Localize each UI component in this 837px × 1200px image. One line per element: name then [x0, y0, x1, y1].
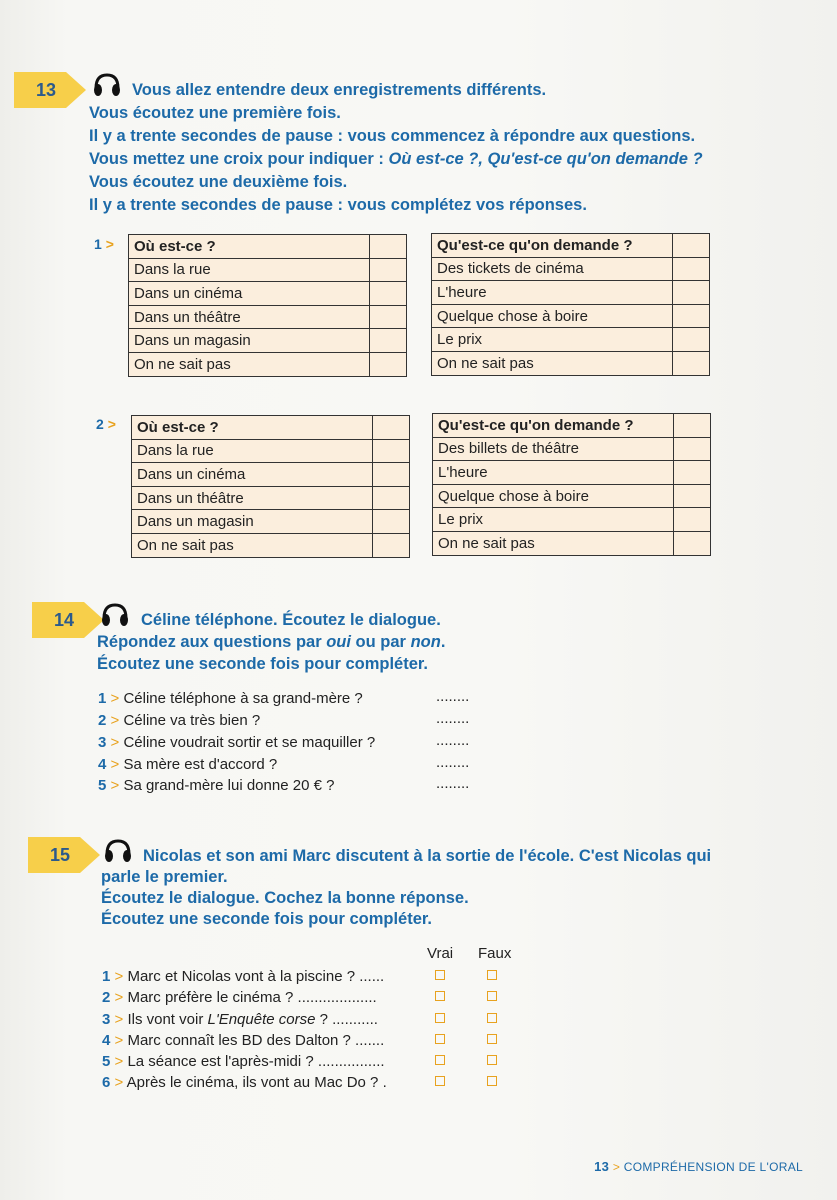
checkbox-vrai[interactable]: [435, 1055, 445, 1065]
answer-blank[interactable]: ........: [436, 688, 470, 705]
question-item: 3 > Ils vont voir L'Enquête corse ? ...........: [102, 1011, 378, 1028]
answer-blank[interactable]: ........: [436, 732, 470, 749]
option-label: Où est-ce ?: [129, 235, 370, 259]
question-item: 1 > Céline téléphone à sa grand-mère ?: [98, 690, 363, 707]
option-label: Qu'est-ce qu'on demande ?: [432, 234, 673, 258]
table-row: [132, 510, 410, 534]
answer-cell[interactable]: [673, 328, 710, 352]
question-item: 4 > Marc connaît les BD des Dalton ? .......: [102, 1032, 385, 1049]
answer-cell[interactable]: [370, 305, 407, 329]
option-label: L'heure: [433, 461, 674, 485]
table-row: [432, 257, 710, 281]
option-label: Dans la rue: [132, 439, 373, 463]
table-row: [433, 531, 711, 555]
question-item: 4 > Sa mère est d'accord ?: [98, 756, 278, 773]
option-label: Dans la rue: [129, 258, 370, 282]
block-label: 2 >: [96, 416, 116, 432]
option-label: On ne sait pas: [129, 352, 370, 376]
table-header-row: [432, 234, 710, 258]
option-label: Quelque chose à boire: [432, 304, 673, 328]
instruction-line: Répondez aux questions par oui ou par non.: [97, 633, 446, 651]
instruction-line: Vous mettez une croix pour indiquer : Où est-ce ?, Qu'est-ce qu'on demande ?: [89, 150, 703, 168]
answer-cell[interactable]: [370, 352, 407, 376]
exercise-number: 14: [53, 610, 75, 630]
checkbox-vrai[interactable]: [435, 1076, 445, 1086]
checkbox-faux[interactable]: [487, 1013, 497, 1023]
exercise-number-badge: [28, 837, 100, 873]
checkbox-vrai[interactable]: [435, 970, 445, 980]
exercise-number-badge: [14, 72, 86, 108]
block-label: 1 >: [94, 236, 114, 252]
question-item: 5 > Sa grand-mère lui donne 20 € ?: [98, 777, 335, 794]
where-table-1: [128, 234, 407, 377]
table-header-row: [433, 414, 711, 438]
table-row: [129, 258, 407, 282]
checkbox-vrai[interactable]: [435, 1013, 445, 1023]
option-label: Dans un magasin: [132, 510, 373, 534]
answer-cell[interactable]: [370, 329, 407, 353]
table-row: [433, 508, 711, 532]
answer-cell[interactable]: [373, 486, 410, 510]
answer-cell[interactable]: [373, 533, 410, 557]
checkbox-faux[interactable]: [487, 1034, 497, 1044]
question-item: 2 > Marc préfère le cinéma ? ...................: [102, 989, 377, 1006]
table-row: [432, 351, 710, 375]
page-footer: 13 > COMPRÉHENSION DE L'ORAL: [594, 1159, 803, 1174]
answer-cell[interactable]: [674, 461, 711, 485]
instruction-line: Nicolas et son ami Marc discutent à la sortie de l'école. C'est Nicolas qui: [143, 847, 712, 865]
option-label: On ne sait pas: [132, 533, 373, 557]
column-header-vrai: Vrai: [427, 945, 454, 962]
checkbox-faux[interactable]: [487, 970, 497, 980]
table-row: [432, 304, 710, 328]
option-label: Dans un cinéma: [132, 463, 373, 487]
request-table-2: [432, 413, 711, 556]
question-item: 3 > Céline voudrait sortir et se maquiller ?: [98, 734, 376, 751]
option-label: Dans un cinéma: [129, 282, 370, 306]
question-item: 6 > Après le cinéma, ils vont au Mac Do ? .: [102, 1074, 387, 1091]
answer-cell[interactable]: [674, 414, 711, 438]
answer-blank[interactable]: ........: [436, 710, 470, 727]
answer-cell[interactable]: [674, 437, 711, 461]
answer-blank[interactable]: ........: [436, 775, 470, 792]
table-row: [432, 328, 710, 352]
table-row: [432, 281, 710, 305]
headphones-icon: [100, 602, 130, 628]
answer-cell[interactable]: [373, 416, 410, 440]
instruction-line: Vous allez entendre deux enregistrements différents.: [132, 81, 547, 99]
checkbox-faux[interactable]: [487, 991, 497, 1001]
answer-blank[interactable]: ........: [436, 754, 470, 771]
answer-cell[interactable]: [673, 281, 710, 305]
table-row: [129, 352, 407, 376]
table-row: [132, 463, 410, 487]
answer-cell[interactable]: [373, 439, 410, 463]
answer-cell[interactable]: [673, 257, 710, 281]
table-row: [433, 484, 711, 508]
question-item: 2 > Céline va très bien ?: [98, 712, 261, 729]
option-label: Des billets de théâtre: [433, 437, 674, 461]
answer-cell[interactable]: [673, 304, 710, 328]
checkbox-faux[interactable]: [487, 1076, 497, 1086]
exercise-number-badge: [32, 602, 104, 638]
option-label: On ne sait pas: [433, 531, 674, 555]
option-label: L'heure: [432, 281, 673, 305]
table-row: [132, 439, 410, 463]
checkbox-faux[interactable]: [487, 1055, 497, 1065]
answer-cell[interactable]: [370, 258, 407, 282]
answer-cell[interactable]: [370, 235, 407, 259]
table-header-row: [132, 416, 410, 440]
instruction-line: Il y a trente secondes de pause : vous complétez vos réponses.: [89, 196, 587, 214]
table-row: [433, 437, 711, 461]
table-row: [433, 461, 711, 485]
answer-cell[interactable]: [673, 351, 710, 375]
table-row: [129, 305, 407, 329]
instruction-line: parle le premier.: [101, 868, 228, 886]
answer-cell[interactable]: [674, 484, 711, 508]
instruction-line: Il y a trente secondes de pause : vous commencez à répondre aux questions.: [89, 127, 696, 145]
answer-cell[interactable]: [674, 531, 711, 555]
where-table-2: [131, 415, 410, 558]
exercise-number: 15: [49, 845, 71, 865]
table-header-row: [129, 235, 407, 259]
option-label: Quelque chose à boire: [433, 484, 674, 508]
checkbox-vrai[interactable]: [435, 1034, 445, 1044]
instruction-line: Vous écoutez une deuxième fois.: [89, 173, 348, 191]
question-item: 5 > La séance est l'après-midi ? ................: [102, 1053, 385, 1070]
table-row: [129, 282, 407, 306]
headphones-icon: [92, 72, 122, 98]
answer-cell[interactable]: [373, 510, 410, 534]
table-row: [132, 533, 410, 557]
answer-cell[interactable]: [373, 463, 410, 487]
exercise-number: 13: [35, 80, 57, 100]
instruction-line: Écoutez une seconde fois pour compléter.: [97, 655, 428, 673]
question-item: 1 > Marc et Nicolas vont à la piscine ? ......: [102, 968, 385, 985]
option-label: Dans un théâtre: [129, 305, 370, 329]
option-label: Dans un magasin: [129, 329, 370, 353]
table-row: [129, 329, 407, 353]
option-label: Le prix: [433, 508, 674, 532]
table-row: [132, 486, 410, 510]
column-header-faux: Faux: [478, 945, 512, 962]
answer-cell[interactable]: [673, 234, 710, 258]
option-label: On ne sait pas: [432, 351, 673, 375]
instruction-line: Écoutez le dialogue. Cochez la bonne réponse.: [101, 889, 469, 907]
instruction-line: Écoutez une seconde fois pour compléter.: [101, 910, 432, 928]
headphones-icon: [103, 838, 133, 864]
option-label: Dans un théâtre: [132, 486, 373, 510]
instruction-line: Vous écoutez une première fois.: [89, 104, 341, 122]
answer-cell[interactable]: [674, 508, 711, 532]
option-label: Des tickets de cinéma: [432, 257, 673, 281]
option-label: Où est-ce ?: [132, 416, 373, 440]
checkbox-vrai[interactable]: [435, 991, 445, 1001]
instruction-line: Céline téléphone. Écoutez le dialogue.: [141, 611, 441, 629]
request-table-1: [431, 233, 710, 376]
answer-cell[interactable]: [370, 282, 407, 306]
option-label: Le prix: [432, 328, 673, 352]
option-label: Qu'est-ce qu'on demande ?: [433, 414, 674, 438]
